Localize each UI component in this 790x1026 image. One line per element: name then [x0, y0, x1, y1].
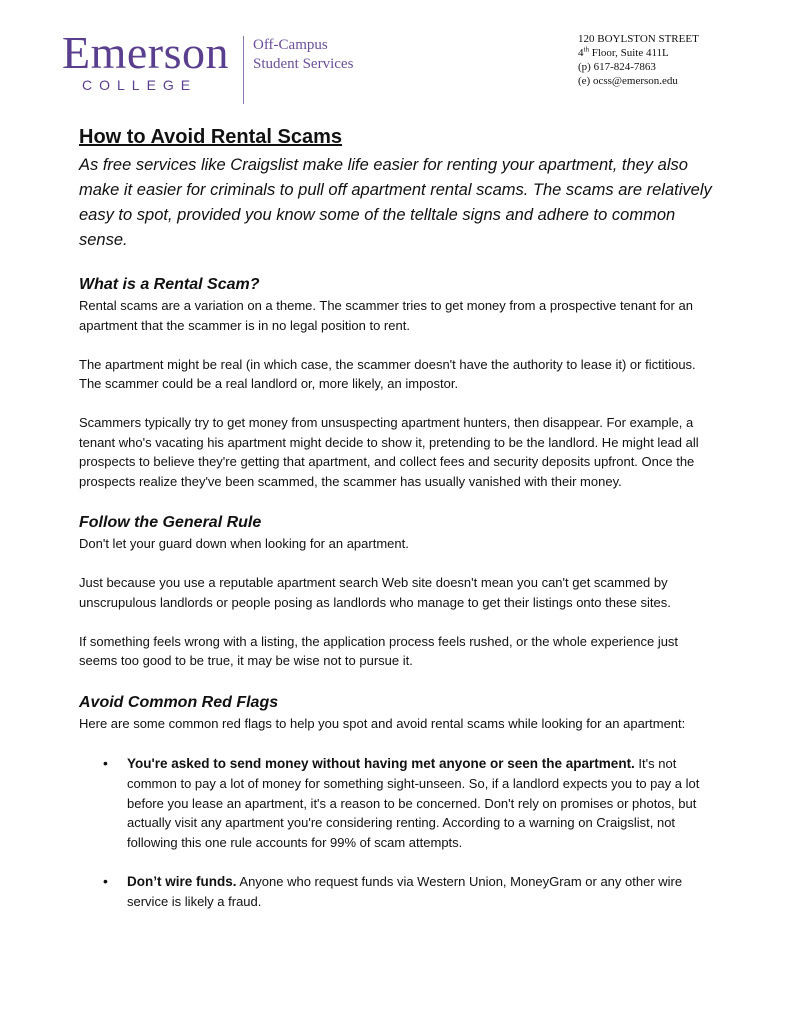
intro-paragraph: As free services like Craigslist make life easier for renting your apartment, they also make it easier for criminals to pull off apartment rental scams. The scams are relatively easy to spot, provided you know some of the telltale signs and adhere to common sense.	[79, 156, 712, 249]
list-item-lead: You're asked to send money without having met anyone or seen the apartment.	[127, 756, 635, 771]
list-item	[79, 872, 714, 912]
red-flags-list	[79, 754, 714, 912]
document-title: How to Avoid Rental Scams	[79, 126, 343, 148]
paragraph: If something feels wrong with a listing, the application process feels rushed, or the whole experience just seems too good to be true, it may be wise not to pursue it.	[79, 633, 679, 668]
bullet-icon: •	[103, 755, 108, 771]
list-item	[79, 754, 714, 853]
letterhead	[0, 0, 790, 110]
address-phone: (p) 617-824-7863	[578, 61, 656, 73]
section-heading: What is a Rental Scam?	[79, 276, 260, 293]
department-line-2: Student Services	[253, 56, 354, 72]
list-item-lead: Don’t wire funds.	[127, 874, 237, 890]
header-divider	[243, 36, 244, 104]
document-body	[79, 124, 714, 932]
paragraph: Here are some common red flags to help you spot and avoid rental scams while looking for an apartment:	[79, 715, 686, 731]
section-heading: Follow the General Rule	[79, 514, 262, 531]
address-block	[578, 32, 699, 88]
logo-wordmark: Emerson	[62, 27, 230, 78]
department-name	[253, 36, 353, 74]
section-heading: Avoid Common Red Flags	[79, 693, 279, 711]
paragraph: Just because you use a reputable apartment search Web site doesn't mean you can't get scammed by unscrupulous landlords or people posing as landlords who manage to get their listings onto these sites.	[79, 575, 671, 610]
paragraph: Don't let your guard down when looking for an apartment.	[79, 536, 409, 551]
logo-college: COLLEGE	[82, 77, 198, 93]
list-item-text: It's not common to pay a lot of money for something sight-unseen. So, if a landlord expects you to pay a lot before you lease an apartment, it's a reason to be concerned. Don't rely on promises or photos, but actually visit any apartment you're considering renting. According to a warning on Craigslist, not following this one rule accounts for 99% of scam attempts.	[127, 756, 700, 851]
paragraph: Scammers typically try to get money from unsuspecting apartment hunters, then disappear. For example, a tenant who's vacating his apartment might decide to show it, pretending to be the landlord. He might lead all prospects to believe they're getting that apartment, and collect fees and security deposits upfront. Once the prospects realize they've been scammed, the scammer has usually vanished with their money.	[79, 415, 699, 489]
list-item-text: Anyone who request funds via Western Union, MoneyGram or any other wire service is likely a fraud.	[127, 874, 683, 910]
department-line-1: Off-Campus	[253, 37, 328, 53]
address-email: (e) ocss@emerson.edu	[578, 75, 678, 87]
paragraph: Rental scams are a variation on a theme. The scammer tries to get money from a prospective tenant for an apartment that the scammer is in no legal position to rent.	[79, 298, 693, 333]
address-floor: 4th Floor, Suite 411L	[578, 45, 669, 59]
paragraph: The apartment might be real (in which case, the scammer doesn't have the authority to lease it) or fictitious. The scammer could be a real landlord or, more likely, an impostor.	[79, 356, 696, 391]
bullet-icon: •	[103, 873, 108, 890]
address-street: 120 BOYLSTON STREET	[578, 33, 699, 45]
